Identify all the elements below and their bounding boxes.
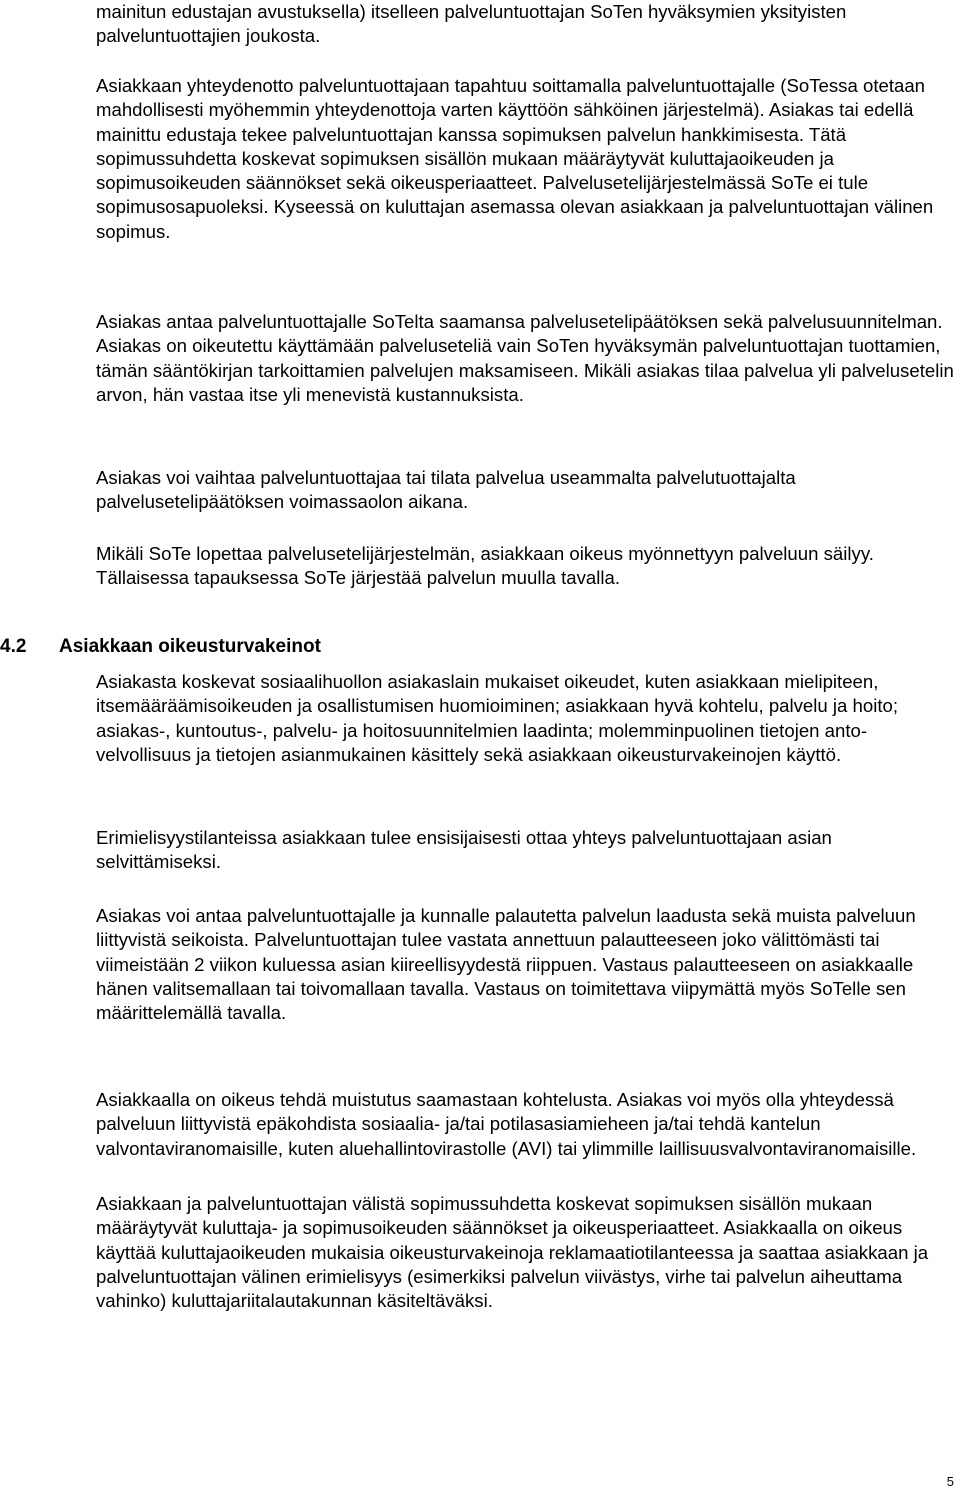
section-number: 4.2	[0, 636, 27, 657]
paragraph-client-rights: Asiakasta koskevat sosiaalihuollon asiakaslain mukaiset oikeudet, kuten asiakkaan mielipiteen, itsemääräämisoikeuden ja osallistumisen huomioiminen; asiakkaan hyvä kohtelu, palvelu ja hoito; asiakas-, kuntoutus-, palvelu- ja hoitosuunnitelmien laadinta; molemminpuolinen tietojen anto-velvollisuus ja tietojen asianmukainen käsittely sekä asiakkaan oikeusturvakeinojen käyttö.	[96, 671, 899, 765]
paragraph-system-termination: Mikäli SoTe lopettaa palvelusetelijärjestelmän, asiakkaan oikeus myönnettyyn palveluun säilyy. Tällaisessa tapauksessa SoTe järjestää palvelun muulla tavalla.	[96, 543, 874, 589]
paragraph-complaint: Asiakkaalla on oikeus tehdä muistutus saamastaan kohtelusta. Asiakas voi myös olla yhteydessä palveluun liittyvistä epäkohdista sosiaalia- ja/tai potilasasiamieheen ja/tai tehdä kantelun valvontaviranomaisille, kuten aluehallintovirastolle (AVI) tai ylimmille laillisuusvalvontaviranomaisille.	[96, 1089, 917, 1159]
paragraph-consumer-law: Asiakkaan ja palveluntuottajan välistä sopimussuhdetta koskevat sopimuksen sisällön mukaan määräytyvät kuluttaja- ja sopimusoikeuden säännökset ja oikeusperiaatteet. Asiakkaalla on oikeus käyttää kuluttajaoikeuden mukaisia oikeusturvakeinoja reklamaatiotilanteessa ja saattaa asiakkaan ja palveluntuottajan välinen erimielisyys (esimerkiksi palvelun viivästys, virhe tai palvelun aiheuttama vahinko) kuluttajariitalautakunnan käsiteltäväksi.	[96, 1193, 929, 1312]
section-title: Asiakkaan oikeusturvakeinot	[59, 636, 321, 657]
paragraph-feedback: Asiakas voi antaa palveluntuottajalle ja kunnalle palautetta palvelun laadusta sekä muista palveluun liittyvistä seikoista. Palveluntuottajan tulee vastata annettuun palautteeseen joko välittömästi tai viimeistään 2 viikon kuluessa asian kiireellisyydestä riippuen. Vastaus palautteeseen on asiakkaalle hänen valitsemallaan tai toivomallaan tavalla. Vastaus on toimitettava viipymättä myös SoTelle sen määrittelemällä tavalla.	[96, 905, 916, 1024]
paragraph-change-provider: Asiakas voi vaihtaa palveluntuottajaa tai tilata palvelua useammalta palvelutuottajalta palvelusetelipäätöksen voimassaolon aikana.	[96, 467, 796, 513]
paragraph-disagreement: Erimielisyystilanteissa asiakkaan tulee ensisijaisesti ottaa yhteys palveluntuottajaan asian selvittämiseksi.	[96, 827, 832, 873]
paragraph-voucher-decision: Asiakas antaa palveluntuottajalle SoTelta saamansa palvelusetelipäätöksen sekä palvelusuunnitelman. Asiakas on oikeutettu käyttämään palveluseteliä vain SoTen hyväksymän palveluntuottajan tuottamien, tämän sääntökirjan tarkoittamien palvelujen maksamiseen. Mikäli asiakas tilaa palvelua yli palvelusetelin arvon, hän vastaa itse yli menevistä kustannuksista.	[96, 311, 954, 405]
paragraph-intro-continuation: mainitun edustajan avustuksella) itselleen palveluntuottajan SoTen hyväksymien yksityisten palveluntuottajien joukosta.	[96, 1, 847, 47]
section-heading	[0, 634, 960, 660]
page-number: 5	[946, 1474, 954, 1489]
paragraph-contact-and-contract: Asiakkaan yhteydenotto palveluntuottajaan tapahtuu soittamalla palveluntuottajalle (SoTessa otetaan mahdollisesti myöhemmin yhteydenottoja varten käyttöön sähköinen järjestelmä). Asiakas tai edellä mainittu edustaja tekee palveluntuottajan kanssa sopimuksen palvelun hankkimisesta. Tätä sopimussuhdetta koskevat sopimuksen sisällön mukaan määräytyvät kuluttajaoikeuden ja sopimusoikeuden säännökset sekä oikeusperiaatteet. Palvelusetelijärjestelmässä SoTe ei tule sopimusosapuoleksi. Kyseessä on kuluttajan asemassa olevan asiakkaan ja palveluntuottajan välinen sopimus.	[96, 75, 934, 242]
